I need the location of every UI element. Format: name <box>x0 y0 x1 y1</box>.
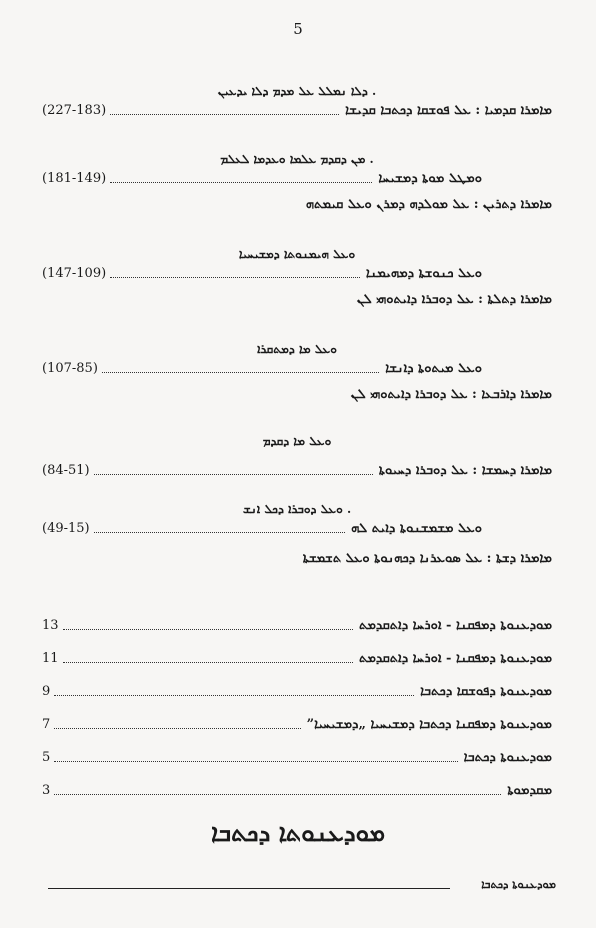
entry-title: ܘܥܠ ܟܢܘܫܬܐ ܕܡܗܝܡܢܐ <box>365 266 482 281</box>
toc-entry[interactable] <box>42 289 552 309</box>
toc-section <box>42 245 552 309</box>
dot-leader <box>63 629 353 630</box>
entry-pages: 9 <box>42 684 51 699</box>
section-note: ܕܠܐ ܢܡܠܠ ܥܠ ܡܕܡ ܕܠܐ ܝܕܥܝܢ . <box>217 84 377 98</box>
section-note: ܘܥܠ ܡܐ ܕܡܬܩܪܐ <box>257 342 337 356</box>
entry-pages: 7 <box>42 717 51 732</box>
section-note: ܘܥܠ ܡܐ ܕܩܕܡ <box>262 434 332 448</box>
entry-title: ܡܐܡܪܐ ܕܬܪܝܢ : ܥܠ ܡܘܠܕܗ ܕܡܪܢ ܘܥܠ ܩܝܡܬܗ <box>305 197 552 212</box>
dot-leader <box>63 662 353 663</box>
entry-title: ܡܐܡܪܐ ܕܬܠܬܐ : ܥܠ ܕܘܒܪܐ ܕܐܝܬܘܗܝ ܠܢ <box>356 292 552 307</box>
dot-leader <box>54 794 501 795</box>
toc-section <box>42 500 552 568</box>
entry-title: ܡܘܕܥܢܘܬܐ ܕܡܦܩܢܐ - ܐܘܪܚܐ ܕܐܬܩܕܡܬ <box>358 651 552 666</box>
entry-pages: (227-183) <box>42 103 107 118</box>
entry-pages: (181-149) <box>42 171 107 186</box>
toc-section <box>42 432 552 480</box>
dot-leader <box>110 182 372 183</box>
dot-leader <box>110 277 360 278</box>
dot-leader <box>54 761 457 762</box>
entry-title: ܡܩܕܡܘܬܐ <box>507 783 552 798</box>
toc-entry[interactable] <box>42 548 552 568</box>
entry-title: ܘܡܛܠ ܡܘܬܐ ܕܡܫܝܚܐ <box>378 171 482 186</box>
contents-heading: ܡܘܕܥܢܘܬܐ ܕܟܬܒܐ <box>210 818 386 847</box>
dot-leader <box>54 728 300 729</box>
toc-entry[interactable] <box>42 734 552 767</box>
entry-title: ܡܐܡܪܐ ܕܚܡܫܐ : ܥܠ ܕܘܒܪܐ ܕܚܝܘܬܐ <box>378 463 552 478</box>
section-note: ܘܥܠ ܕܘܒܪܐ ܕܟܠ ܐܢܫ . <box>242 502 352 516</box>
toc-subentry[interactable] <box>42 358 552 378</box>
toc-section <box>42 150 552 214</box>
toc-subentry[interactable] <box>42 518 552 538</box>
dot-leader <box>102 372 379 373</box>
entry-title: ܡܐܡܪܐ ܩܕܡܝܐ : ܥܠ ܦܘܫܩܐ ܕܟܬܒܐ ܩܕܝܫܐ <box>345 103 552 118</box>
toc-section <box>42 82 552 120</box>
toc-entry[interactable] <box>42 767 552 800</box>
entry-pages: (107-85) <box>42 361 98 376</box>
entry-pages: (84-51) <box>42 463 90 478</box>
entry-title: ܡܘܕܥܢܘܬܐ ܕܟܬܒܐ <box>463 750 552 765</box>
running-footer: ܡܘܕܥܢܘܬܐ ܕܟܬܒܐ <box>481 878 556 891</box>
toc-entry[interactable] <box>42 100 552 120</box>
entry-pages: 5 <box>42 750 51 765</box>
toc-entry[interactable] <box>42 635 552 668</box>
entry-title: ܘܥܠ ܡܝܬܘܬܐ ܕܐܢܫܐ <box>385 361 482 376</box>
entry-title: ܡܘܕܥܢܘܬܐ ܕܡܦܩܢܐ ܕܟܬܒܐ ܕܡܫܝܚܝܐ „ܕܡܫܝܚܝܐ” <box>306 717 552 732</box>
entry-title: ܡܘܕܥܢܘܬܐ ܕܡܦܩܢܐ - ܐܘܪܚܐ ܕܐܬܩܕܡܬ <box>358 618 552 633</box>
dot-leader <box>110 114 339 115</box>
toc-entry[interactable] <box>42 194 552 214</box>
section-note: ܘܥܠ ܗܝܡܢܘܬܐ ܕܡܫܝܚܝܐ <box>238 247 356 261</box>
entry-title: ܘܥܠ ܡܫܡܫܢܘܬܐ ܕܐܝܬ ܠܗ <box>351 521 482 536</box>
dot-leader <box>94 532 346 533</box>
page-number: 5 <box>293 20 303 38</box>
entry-pages: 3 <box>42 783 51 798</box>
dot-leader <box>54 695 414 696</box>
footer-rule <box>48 888 450 889</box>
entry-pages: (49-15) <box>42 521 90 536</box>
entry-title: ܡܘܕܥܢܘܬܐ ܕܦܘܫܩܐ ܕܟܬܒܐ <box>420 684 552 699</box>
toc-entry[interactable] <box>42 384 552 404</box>
entry-pages: 13 <box>42 618 59 633</box>
section-note: ܡܢ ܕܩܕܡ ܥܠܡܐ ܘܥܕܡܐ ܠܥܠܡ . <box>220 152 374 166</box>
toc-entry[interactable] <box>42 668 552 701</box>
toc-subentry[interactable] <box>42 168 552 188</box>
entry-pages: 11 <box>42 651 59 666</box>
toc-simple-entries <box>42 602 552 800</box>
dot-leader <box>94 474 373 475</box>
toc-subentry[interactable] <box>42 263 552 283</box>
toc-entry[interactable] <box>42 602 552 635</box>
entry-title: ܡܐܡܪܐ ܕܐܪܒܥܐ : ܥܠ ܕܘܒܪܐ ܕܐܝܬܘܗܝ ܠܢ <box>350 387 552 402</box>
entry-pages: (147-109) <box>42 266 107 281</box>
entry-title: ܡܐܡܪܐ ܕܫܬܐ : ܥܠ ܣܘܥܪܢܐ ܕܟܗܢܘܬܐ ܘܥܠ ܬܫܡܫܬܐ <box>302 551 552 566</box>
toc-section <box>42 340 552 404</box>
toc-entry[interactable] <box>42 701 552 734</box>
toc-entry[interactable] <box>42 460 552 480</box>
